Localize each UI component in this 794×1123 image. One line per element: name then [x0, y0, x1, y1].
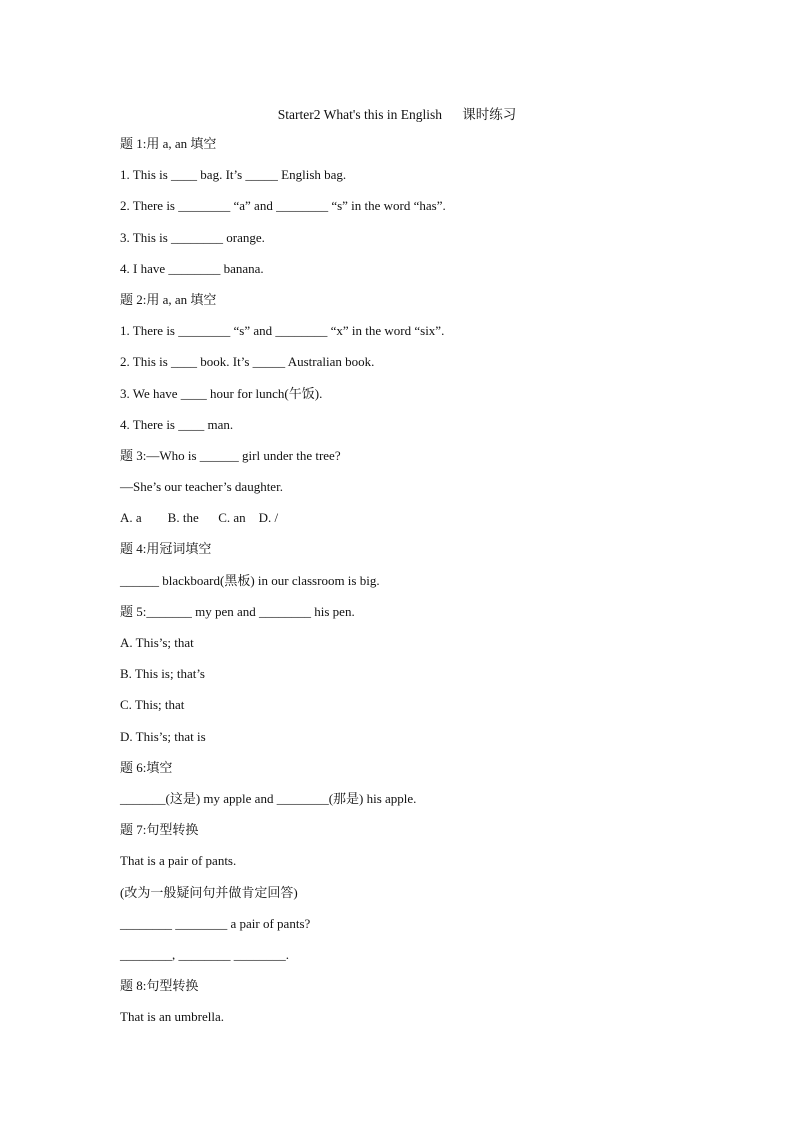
question-5-option-d: D. This’s; that is	[120, 728, 206, 744]
question-3-options: A. a B. the C. an D. /	[120, 510, 279, 526]
question-2-heading: 题 2:用 a, an 填空	[120, 291, 217, 307]
question-6-item: _______(这是) my apple and ________(那是) his apple.	[120, 790, 417, 806]
question-3-response: —She’s our teacher’s daughter.	[120, 479, 283, 495]
exercise-content	[120, 133, 720, 1037]
question-1-heading: 题 1:用 a, an 填空	[120, 136, 217, 151]
question-1-item-1: 1. This is ____ bag. It’s _____ English bag.	[120, 167, 347, 183]
question-4-item: ______ blackboard(黑板) in our classroom is big.	[120, 572, 380, 588]
question-5-option-a: A. This’s; that	[120, 635, 194, 650]
question-7-answer-question: ________ ________ a pair of pants?	[120, 915, 311, 931]
question-1-item-2: 2. There is ________ “a” and ________ “s” in the word “has”.	[120, 198, 446, 214]
question-4-heading: 题 4:用冠词填空	[120, 541, 212, 557]
question-1-item-3: 3. This is ________ orange.	[120, 229, 265, 245]
question-7-sentence: That is a pair of pants.	[120, 853, 237, 869]
page-title: Starter2 What's this in English 课时练习	[277, 107, 517, 122]
question-5-option-c: C. This; that	[120, 697, 185, 713]
question-2-item-3: 3. We have ____ hour for lunch(午饭).	[120, 385, 323, 401]
question-6-heading: 题 6:填空	[120, 759, 173, 775]
question-8-sentence: That is an umbrella.	[120, 1009, 224, 1025]
question-7-heading: 题 7:句型转换	[120, 822, 199, 838]
question-7-answer-response: ________, ________ ________.	[120, 946, 289, 962]
question-5-heading: 题 5:_______ my pen and ________ his pen.	[120, 603, 355, 619]
question-1-item-4: 4. I have ________ banana.	[120, 260, 264, 276]
question-2-item-4: 4. There is ____ man.	[120, 416, 234, 432]
question-2-item-2: 2. This is ____ book. It’s _____ Australian book.	[120, 354, 375, 370]
question-5-option-b: B. This is; that’s	[120, 666, 205, 682]
question-8-heading: 题 8:句型转换	[120, 978, 199, 994]
question-2-item-1: 1. There is ________ “s” and ________ “x” in the word “six”.	[120, 323, 445, 339]
question-3-heading: 题 3:—Who is ______ girl under the tree?	[120, 447, 341, 463]
question-7-instruction: (改为一般疑问句并做肯定回答)	[120, 884, 298, 900]
